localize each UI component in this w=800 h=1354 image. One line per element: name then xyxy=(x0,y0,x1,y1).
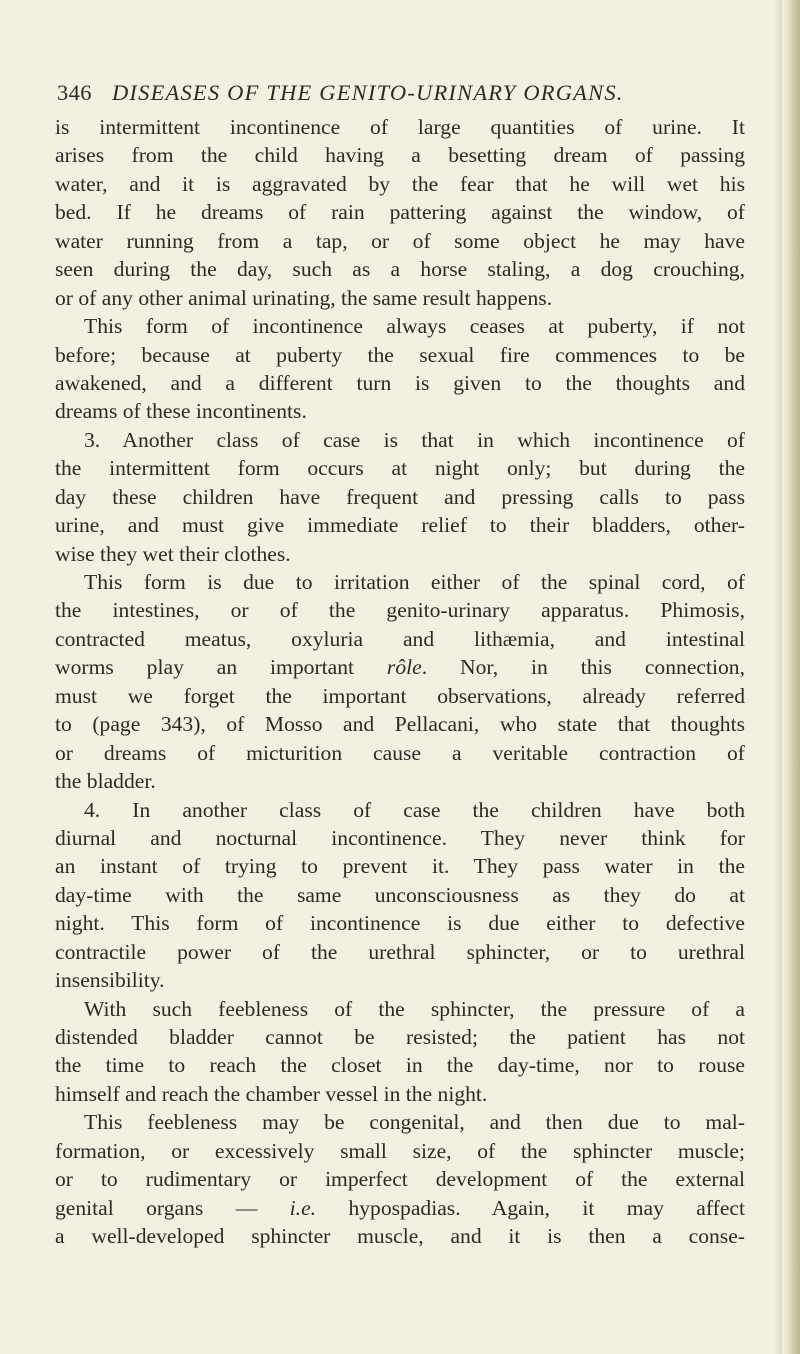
text-line: is intermittent incontinence of large quantities of urine. It xyxy=(55,115,745,139)
text-line: the intestines, or of the genito-urinary apparatus. Phimosis, xyxy=(55,598,745,623)
text-line: 3. Another class of case is that in which incontinence of xyxy=(84,427,745,452)
page-gutter-shadow xyxy=(774,0,782,1354)
text-line: bed. If he dreams of rain pattering against the window, of xyxy=(55,200,745,225)
text-line: seen during the day, such as a horse staling, a dog crouching, xyxy=(55,257,745,282)
text-line: distended bladder cannot be resisted; the patient has not xyxy=(55,1025,745,1049)
text-line: This form is due to irritation either of the spinal cord, of xyxy=(84,570,745,594)
text-line: or dreams of micturition cause a veritable contraction of xyxy=(55,740,745,765)
text-line: water, and it is aggravated by the fear that he will wet his xyxy=(55,171,745,196)
text-line: urine, and must give immediate relief to their bladders, other- xyxy=(55,513,745,538)
running-title: DISEASES OF THE GENITO-URINARY ORGANS. xyxy=(111,80,624,105)
text-line: 4. In another class of case the children have both xyxy=(84,797,745,822)
text-line: This form of incontinence always ceases at puberty, if not xyxy=(84,314,745,339)
text-line: water running from a tap, or of some object he may have xyxy=(55,228,745,253)
text-line: wise they wet their clothes. xyxy=(55,541,291,566)
text-line: before; because at puberty the sexual fire commences to be xyxy=(55,342,745,367)
text-line: arises from the child having a besetting dream of passing xyxy=(55,143,745,168)
text-line: himself and reach the chamber vessel in the night. xyxy=(55,1081,488,1106)
body-text xyxy=(55,113,745,1251)
text-line: the bladder. xyxy=(55,769,156,794)
text-line: an instant of trying to prevent it. They pass water in the xyxy=(55,854,745,879)
text-line: contracted meatus, oxyluria and lithæmia, and intestinal xyxy=(55,626,745,651)
text-line: dreams of these incontinents. xyxy=(55,399,307,424)
text-line: diurnal and nocturnal incontinence. They never think for xyxy=(55,825,745,850)
text-line: day these children have frequent and pressing calls to pass xyxy=(55,484,745,509)
text-line: insensibility. xyxy=(55,968,165,993)
text-line: to (page 343), of Mosso and Pellacani, who state that thoughts xyxy=(55,712,745,737)
text-line: This feebleness may be congenital, and then due to mal- xyxy=(84,1110,745,1135)
text-line: contractile power of the urethral sphincter, or to urethral xyxy=(55,939,745,964)
text-line: the time to reach the closet in the day-time, nor to rouse xyxy=(55,1053,745,1078)
page-edge xyxy=(782,0,800,1354)
text-line: a well-developed sphincter muscle, and it is then a conse- xyxy=(55,1224,745,1249)
text-line: worms play an important rôle. Nor, in this connection, xyxy=(55,655,745,680)
running-header xyxy=(57,80,747,110)
text-line: genital organs — i.e. hypospadias. Again, it may affect xyxy=(55,1195,746,1220)
text-line: formation, or excessively small size, of the sphincter muscle; xyxy=(55,1138,745,1163)
text-line: or to rudimentary or imperfect development of the external xyxy=(55,1167,745,1192)
text-line: or of any other animal urinating, the same result happens. xyxy=(55,285,553,310)
text-line: With such feebleness of the sphincter, the pressure of a xyxy=(84,996,745,1021)
text-line: awakened, and a different turn is given to the thoughts and xyxy=(55,370,745,395)
text-line: night. This form of incontinence is due either to defective xyxy=(55,911,745,936)
page-number: 346 xyxy=(57,80,92,105)
text-line: must we forget the important observations, already referred xyxy=(55,683,745,708)
text-line: the intermittent form occurs at night only; but during the xyxy=(55,456,745,481)
text-line: day-time with the same unconsciousness as they do at xyxy=(55,882,745,907)
